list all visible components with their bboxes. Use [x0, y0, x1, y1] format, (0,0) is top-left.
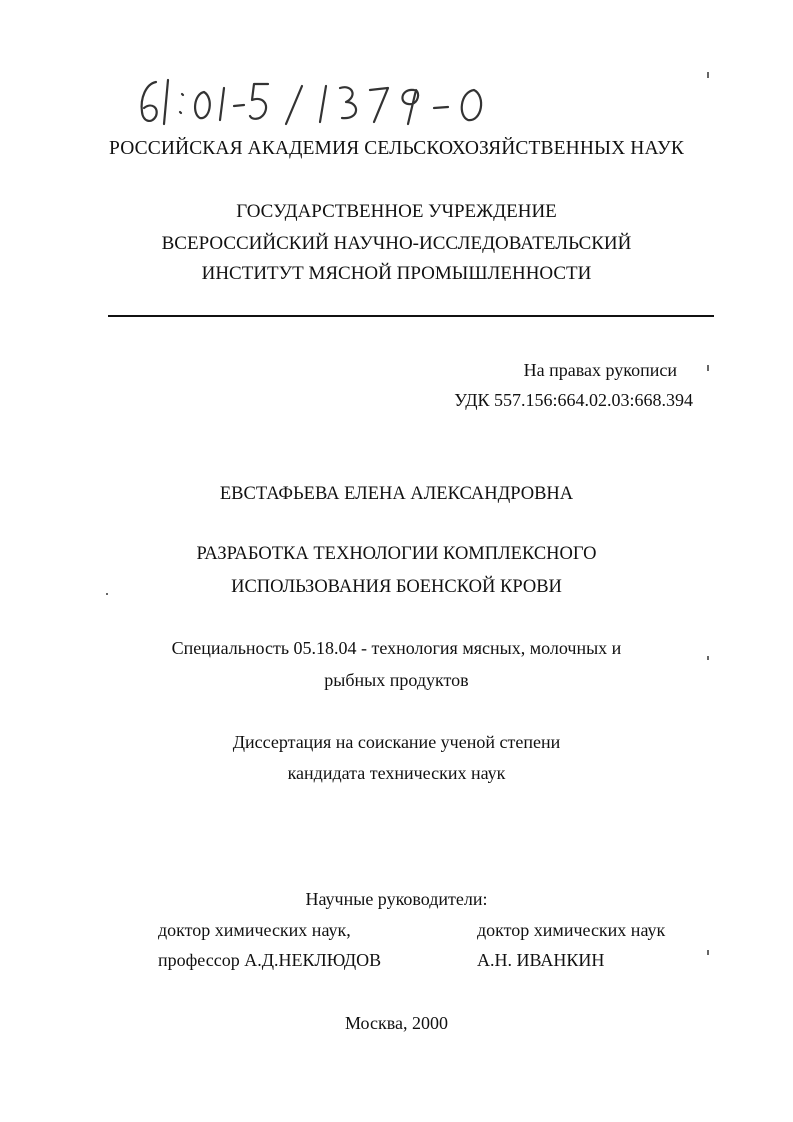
institution-line-1: ГОСУДАРСТВЕННОЕ УЧРЕЖДЕНИЕ: [236, 201, 557, 222]
dissertation-title-line-1: РАЗРАБОТКА ТЕХНОЛОГИИ КОМПЛЕКСНОГО: [196, 544, 597, 564]
specialty-line-2: рыбных продуктов: [324, 670, 469, 690]
supervisor-2-degree: доктор химических наук: [477, 920, 666, 940]
scan-speck: [707, 72, 709, 78]
scan-speck: [106, 593, 108, 595]
academy-name: РОССИЙСКАЯ АКАДЕМИЯ СЕЛЬСКОХОЗЯЙСТВЕННЫХ НАУК: [109, 138, 684, 159]
specialty-line-1: Специальность 05.18.04 - технология мясных, молочных и: [171, 638, 622, 658]
manuscript-rights-note: На правах рукописи: [523, 360, 677, 380]
scan-speck: [707, 656, 709, 660]
supervisor-1-degree: доктор химических наук,: [158, 920, 351, 940]
institution-line-3: ИНСТИТУТ МЯСНОЙ ПРОМЫШЛЕННОСТИ: [201, 263, 592, 284]
supervisors-heading: Научные руководители:: [305, 889, 488, 909]
supervisor-2-name: А.Н. ИВАНКИН: [477, 950, 605, 970]
header-divider: [108, 315, 714, 317]
scan-speck: [707, 950, 709, 955]
city-and-year: Москва, 2000: [345, 1013, 448, 1033]
dissertation-title-line-2: ИСПОЛЬЗОВАНИЯ БОЕНСКОЙ КРОВИ: [231, 577, 562, 597]
udk-code: УДК 557.156:664.02.03:668.394: [454, 390, 693, 410]
author-name: ЕВСТАФЬЕВА ЕЛЕНА АЛЕКСАНДРОВНА: [219, 484, 574, 504]
degree-statement-line-1: Диссертация на соискание ученой степени: [232, 732, 561, 752]
degree-statement-line-2: кандидата технических наук: [287, 763, 506, 783]
scan-speck: [707, 365, 709, 371]
handwritten-catalog-number: [130, 68, 550, 138]
institution-line-2: ВСЕРОССИЙСКИЙ НАУЧНО-ИССЛЕДОВАТЕЛЬСКИЙ: [161, 233, 632, 254]
supervisor-1-name: профессор А.Д.НЕКЛЮДОВ: [158, 950, 382, 970]
